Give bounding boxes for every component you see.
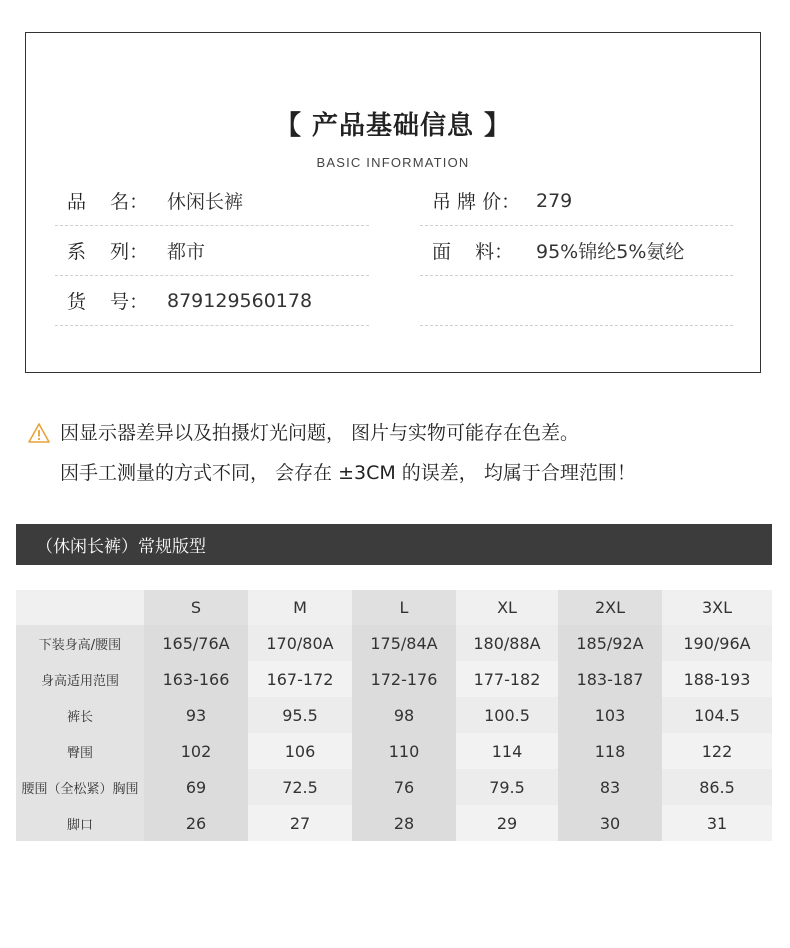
- table-header-cell: [16, 590, 144, 625]
- table-header-row: [16, 590, 772, 625]
- info-label: 吊 牌 价：: [432, 191, 521, 213]
- table-row: [16, 697, 772, 733]
- table-cell: 167-172: [248, 661, 352, 697]
- table-header-cell: S: [144, 590, 248, 625]
- table-cell: 185/92A: [558, 625, 662, 661]
- table-row-label: 身高适用范围: [16, 661, 144, 697]
- info-row-sku: [55, 276, 369, 326]
- table-cell: 114: [456, 733, 558, 769]
- info-row-name: [55, 176, 369, 226]
- warning-icon: [28, 422, 50, 444]
- table-header-cell: 3XL: [662, 590, 772, 625]
- info-row-price: [420, 176, 733, 226]
- table-cell: 103: [558, 697, 662, 733]
- table-cell: 72.5: [248, 769, 352, 805]
- table-row-label: 腰围（全松紧）胸围: [16, 769, 144, 805]
- table-row-label: 下装身高/腰围: [16, 625, 144, 661]
- table-cell: 102: [144, 733, 248, 769]
- table-row-label: 臀围: [16, 733, 144, 769]
- table-cell: 83: [558, 769, 662, 805]
- info-row-empty: [420, 276, 733, 326]
- table-cell: 31: [662, 805, 772, 841]
- table-row: [16, 769, 772, 805]
- info-value: 279: [536, 189, 573, 212]
- info-title: 【 产品基础信息 】: [274, 111, 512, 141]
- table-cell: 106: [248, 733, 352, 769]
- table-cell: 110: [352, 733, 456, 769]
- table-header-cell: M: [248, 590, 352, 625]
- table-cell: 175/84A: [352, 625, 456, 661]
- table-cell: 170/80A: [248, 625, 352, 661]
- table-header-cell: L: [352, 590, 456, 625]
- section-header: [16, 524, 772, 565]
- table-header-cell: XL: [456, 590, 558, 625]
- table-cell: 29: [456, 805, 558, 841]
- notice-line: 因显示器差异以及拍摄灯光问题， 图片与实物可能存在色差。: [60, 422, 580, 444]
- table-cell: 86.5: [662, 769, 772, 805]
- info-label: 面 料：: [432, 241, 514, 263]
- table-cell: 26: [144, 805, 248, 841]
- table-row-label: 脚口: [16, 805, 144, 841]
- table-cell: 163-166: [144, 661, 248, 697]
- table-row: [16, 733, 772, 769]
- notice-line: 因手工测量的方式不同， 会存在 ±3CM 的误差， 均属于合理范围！: [60, 462, 636, 484]
- table-cell: 104.5: [662, 697, 772, 733]
- table-cell: 177-182: [456, 661, 558, 697]
- info-value: 都市: [167, 241, 206, 263]
- table-cell: 100.5: [456, 697, 558, 733]
- info-row-series: [55, 226, 369, 276]
- table-row: [16, 625, 772, 661]
- info-label: 货 号：: [67, 291, 149, 313]
- info-row-fabric: [420, 226, 733, 276]
- table-cell: 118: [558, 733, 662, 769]
- info-value: 休闲长裤: [167, 191, 244, 213]
- table-cell: 28: [352, 805, 456, 841]
- table-cell: 76: [352, 769, 456, 805]
- table-row: [16, 805, 772, 841]
- table-cell: 98: [352, 697, 456, 733]
- table-cell: 79.5: [456, 769, 558, 805]
- table-cell: 69: [144, 769, 248, 805]
- table-cell: 190/96A: [662, 625, 772, 661]
- table-cell: 93: [144, 697, 248, 733]
- table-cell: 165/76A: [144, 625, 248, 661]
- info-label: 品 名：: [67, 191, 149, 213]
- table-cell: 180/88A: [456, 625, 558, 661]
- table-cell: 27: [248, 805, 352, 841]
- table-row: [16, 661, 772, 697]
- table-cell: 188-193: [662, 661, 772, 697]
- info-value: 879129560178: [167, 289, 313, 312]
- info-value: 95%锦纶5%氨纶: [536, 241, 685, 263]
- table-row-label: 裤长: [16, 697, 144, 733]
- section-title: （休闲长裤）常规版型: [36, 537, 206, 557]
- info-label: 系 列：: [67, 241, 149, 263]
- size-table: [16, 590, 772, 841]
- table-cell: 30: [558, 805, 662, 841]
- table-cell: 172-176: [352, 661, 456, 697]
- table-cell: 183-187: [558, 661, 662, 697]
- table-cell: 122: [662, 733, 772, 769]
- info-subtitle: BASIC INFORMATION: [316, 155, 470, 170]
- table-header-cell: 2XL: [558, 590, 662, 625]
- table-cell: 95.5: [248, 697, 352, 733]
